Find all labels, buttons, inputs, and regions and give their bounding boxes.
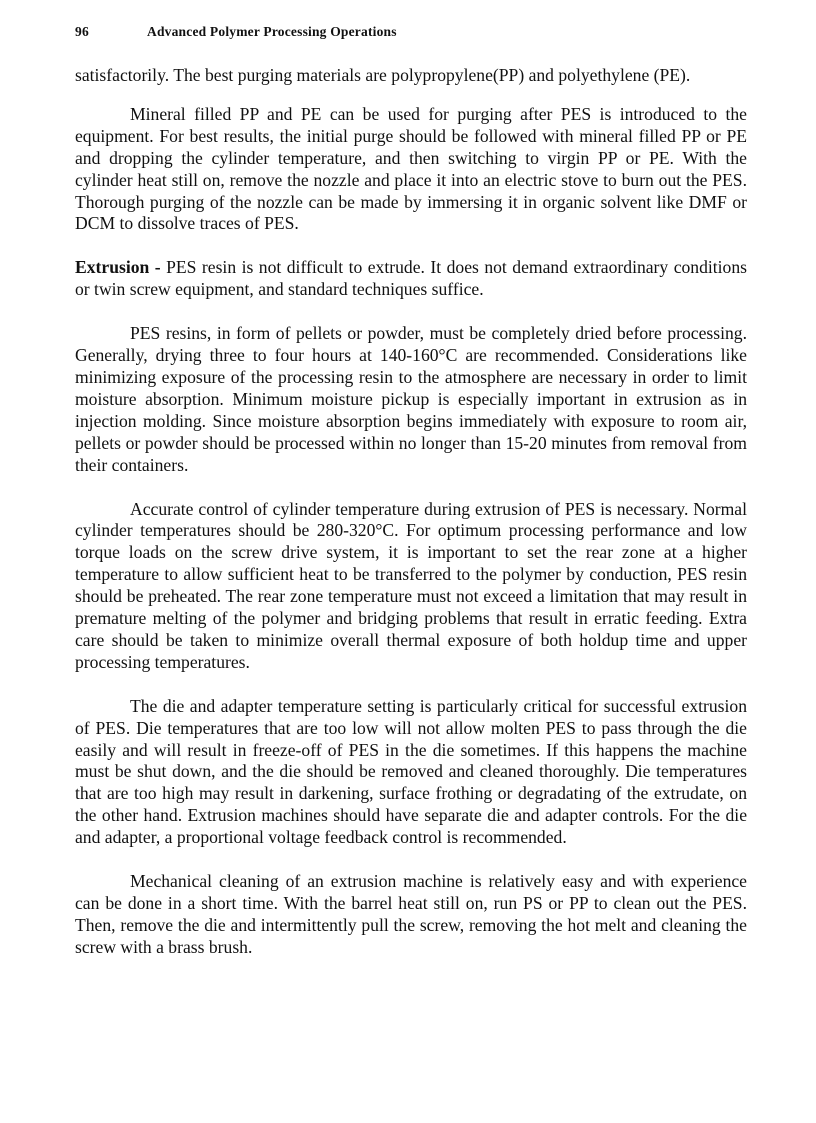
- paragraph-cylinder-temperature: Accurate control of cylinder temperature during extrusion of PES is necessary. Normal cylinder temperatures should be 280-320°C. For optimum processing performance and low torque loads on the screw drive system, it is important to set the rear zone at a higher temperature to allow sufficient heat to be transferred to the polymer by conduction, PES resin should be preheated. The rear zone temperature must not exceed a limitation that may result in premature melting of the polymer and bridging problems that result in erratic feeding. Extra care should be taken to minimize overall thermal exposure of both holdup time and upper processing temperatures.: [75, 498, 747, 672]
- page-number: 96: [75, 24, 89, 39]
- paragraph-die-adapter: The die and adapter temperature setting is particularly critical for successful extrusion of PES. Die temperatures that are too low will not allow molten PES to pass through the die easily and will result in freeze-off of PES in the die sometimes. If this happens the machine must be shut down, and the die should be removed and cleaned thoroughly. Die temperatures that are too high may result in darkening, surface frothing or degradating of the extrudate, on the other hand. Extrusion machines should have separate die and adapter controls. For the die and adapter, a proportional voltage feedback control is recommended.: [75, 695, 747, 848]
- paragraph-purging-materials: satisfactorily. The best purging materials are polypropylene(PP) and polyethylene (PE).: [75, 65, 691, 85]
- section-heading-extrusion: Extrusion -: [75, 257, 161, 278]
- extrusion-intro-text: PES resin is not difficult to extrude. It does not demand extraordinary conditions or twin screw equipment, and standard techniques suffice.: [75, 257, 747, 300]
- book-title: Advanced Polymer Processing Operations: [147, 24, 397, 39]
- body-text: [75, 65, 747, 959]
- running-head: [75, 24, 397, 40]
- paragraph-mineral-filled-purge: Mineral filled PP and PE can be used for purging after PES is introduced to the equipment. For best results, the initial purge should be followed with mineral filled PP or PE and dropping the cylinder temperature, and then switching to virgin PP or PE. With the cylinder heat still on, remove the nozzle and place it into an electric stove to burn out the PES. Thorough purging of the nozzle can be made by immersing it in organic solvent like DMF or DCM to dissolve traces of PES.: [75, 103, 747, 234]
- paragraph-extrusion-intro: [75, 257, 747, 301]
- paragraph-mechanical-cleaning: Mechanical cleaning of an extrusion machine is relatively easy and with experience can be done in a short time. With the barrel heat still on, run PS or PP to clean out the PES. Then, remove the die and intermittently pull the screw, removing the hot melt and cleaning the screw with a brass brush.: [75, 871, 747, 957]
- paragraph-drying: PES resins, in form of pellets or powder, must be completely dried before processing. Generally, drying three to four hours at 140-160°C are recommended. Considerations like minimizing exposure of the processing resin to the atmosphere are necessary in order to limit moisture absorption. Minimum moisture pickup is especially important in extrusion as in injection molding. Since moisture absorption begins immediately with exposure to room air, pellets or powder should be processed within no longer than 15-20 minutes from removal from their containers.: [75, 323, 747, 475]
